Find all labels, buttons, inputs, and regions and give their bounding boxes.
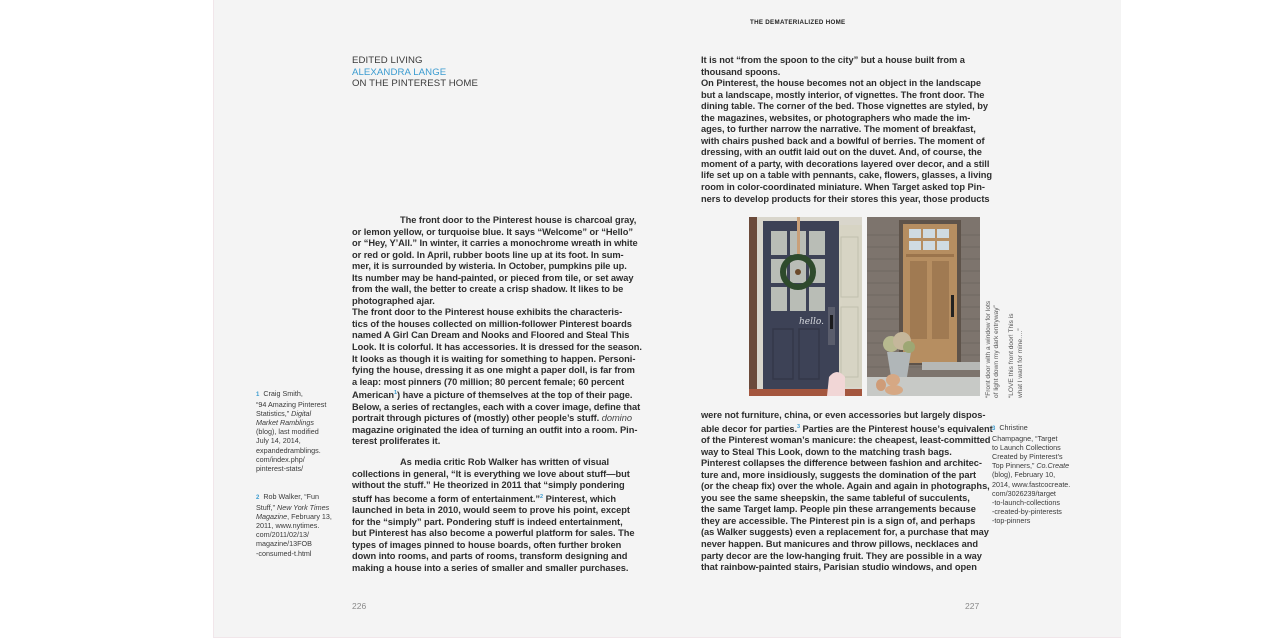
wooden-door-illustration [867, 217, 980, 396]
footnote-line [256, 446, 326, 455]
left-body-column-a [352, 215, 642, 448]
footnote-text: -to-launch-collections [992, 497, 1060, 507]
body-line: never happen. But manicures and throw pillows, necklaces and [701, 539, 979, 550]
body-line: ages, to further narrow the narrative. The moment of breakfast, [701, 124, 976, 135]
body-line: moment of a party, with decorations layered over decor, and a still [701, 158, 990, 169]
publication-title: Market Ramblings [256, 418, 314, 428]
footnote-line [256, 427, 326, 436]
body-line: (as Walker suggests) even a replacement for, a purchase that may [701, 527, 989, 538]
body-line: On Pinterest, the house becomes not an object in the landscape [701, 78, 981, 89]
body-line: Look. It is colorful. It has accessories. It is dressed for the season. [352, 342, 642, 353]
body-line: party decor are the low-hanging fruit. They are possible in a way [701, 550, 982, 561]
body-line: fying the house, dressing it as one might a paper doll, is far from [352, 365, 635, 376]
footnote-line [256, 455, 326, 464]
body-line: able decor for parties.$^3$ Parties are the Pinterest house’s equivalent [701, 423, 993, 434]
body-line: It looks as though it is waiting for something to happen. Personi- [352, 353, 636, 364]
body-line: were not furniture, china, or even accessories but largely dispos- [701, 410, 986, 420]
footnote-text: Statistics,” [256, 409, 292, 419]
body-line: launched in beta in 2010, would seem to prove his point, except [352, 505, 630, 516]
footnote-text: 2011, www.nytimes. [256, 521, 320, 531]
author-name: ALEXANDRA LANGE [352, 66, 447, 78]
photo-caption: “Front door with a window for lots of light down my dark entryway” [985, 300, 1001, 398]
running-head: THE DEMATERIALIZED HOME [750, 19, 846, 26]
footnote-line [256, 389, 326, 400]
footnote-text: pinterest-stats/ [256, 463, 304, 473]
body-line: ture and, more insidiously, suggests the domination of the part [701, 469, 977, 480]
footnote-line [992, 516, 1070, 525]
footnote-text: Stuff,” [256, 503, 278, 513]
right-body-column-a [701, 55, 992, 205]
navy-door-illustration [749, 217, 862, 396]
body-line: dressing, with an outfit laid out on the duvet. And, of course, the [701, 147, 982, 158]
footnote-number: 2 [256, 495, 260, 501]
body-line: (or the cheap fix) over the whole. Again and again in photographs, [701, 481, 990, 492]
body-line: the same Target lamp. People pin these arrangements because [701, 504, 976, 515]
body-line: tics of the houses collected on million-follower Pinterest boards [352, 318, 632, 329]
body-line: Its number may be hand-painted, or pieced from tile, or set away [352, 272, 634, 283]
photo-wooden-door [867, 217, 980, 396]
footnote-3 [992, 423, 1070, 525]
body-line: without the stuff.” He theorized in 2011 that “simply pondering [352, 480, 625, 491]
footnote-text: (blog), last modified [256, 427, 319, 437]
footnote-text: , February 13, [287, 512, 332, 522]
footnote-line [256, 503, 332, 512]
footnote-line [992, 507, 1070, 516]
footnote-number: 1 [256, 392, 260, 398]
body-line: The front door to the Pinterest house exhibits the characteris- [352, 307, 623, 318]
body-line: mer, it is surrounded by wisteria. In October, pumpkins pile up. [352, 261, 627, 272]
footnote-line [992, 461, 1070, 470]
body-line: down into rooms, and parts of rooms, transform designing and [352, 551, 628, 562]
body-line: types of images pinned to house boards, often further broken [352, 539, 622, 550]
footnote-ref-3[interactable]: 3 [796, 423, 800, 430]
body-line: It is not “from the spoon to the city” but a house built from a [701, 55, 965, 65]
footnote-text: Created by Pinterest’s [992, 452, 1063, 462]
body-line: or lemon yellow, or turquoise blue. It says “Welcome” or “Hello” [352, 226, 633, 237]
footnote-text: Top Pinners,” [992, 461, 1037, 471]
footnote-line [992, 452, 1070, 461]
page-number-right: 227 [965, 601, 980, 611]
body-line: Pinterest collapses the difference between fashion and architec- [701, 458, 982, 469]
footnote-line [256, 492, 332, 503]
page-number-left: 226 [352, 601, 367, 611]
body-line: terest proliferates it. [352, 436, 441, 447]
footnote-text: com/index.php/ [256, 454, 305, 464]
body-line: from the wall, the better to create a crisp shadow. It likes to be [352, 284, 624, 295]
footnote-line [256, 539, 332, 548]
magazine-title: domino [601, 413, 632, 424]
footnote-line [256, 521, 332, 530]
photo-navy-door [749, 217, 862, 396]
footnote-text: magazine/13FOB [256, 539, 312, 549]
body-line: you see the same sheepskin, the same tableful of succulents, [701, 492, 970, 503]
body-line: As media critic Rob Walker has written of visual [400, 457, 610, 467]
body-line: of the Pinterest woman’s manicure: the cheapest, least-committed [701, 435, 991, 446]
body-line: but Pinterest has also become a powerful platform for sales. The [352, 528, 635, 539]
footnote-line [256, 549, 332, 558]
footnote-number: 3 [992, 426, 996, 432]
body-line: the magazines, websites, or photographers who made the im- [701, 112, 971, 123]
body-line: way to Steal This Look, down to the matching trash bags. [701, 446, 952, 457]
footnote-text: expandedramblings. [256, 445, 321, 455]
publication-title: Magazine [256, 512, 288, 522]
footnote-text: 2014, www.fastcocreate. [992, 479, 1071, 489]
footnote-2 [256, 492, 332, 558]
publication-title: New York Times [277, 503, 330, 513]
footnote-text: to Launch Collections [992, 443, 1061, 453]
body-line: but a landscape, mostly interior, of vignettes. The front door. The [701, 89, 985, 100]
body-line: Below, a series of rectangles, each with a cover image, define that [352, 401, 641, 412]
footnote-1 [256, 389, 326, 473]
footnote-line [992, 470, 1070, 479]
footnote-line [992, 489, 1070, 498]
footnote-line [256, 512, 332, 521]
footnote-line [256, 464, 326, 473]
body-line: named A Girl Can Dream and Nooks and Floored and Steal This [352, 330, 630, 341]
footnote-text: Rob Walker, “Fun [263, 492, 319, 501]
footnote-line [256, 436, 326, 445]
footnote-text: Champagne, “Target [992, 434, 1058, 444]
body-line: magazine originated the idea of turning an outfit into a room. Pin- [352, 424, 638, 435]
body-line: or “Hey, Y’All.” In winter, it carries a monochrome wreath in white [352, 238, 638, 249]
svg-text:hello.: hello. [799, 317, 825, 327]
body-line: collections in general, “It is everything we love about stuff—but [352, 468, 630, 479]
footnote-text: (blog), February 10, [992, 470, 1056, 480]
body-line: dining table. The corner of the bed. Those vignettes are styled, by [701, 101, 988, 112]
footnote-text: Craig Smith, [263, 389, 303, 398]
body-line: ners to develop products for their stores this year, those products [701, 193, 990, 204]
footnote-text: -consumed-t.html [256, 548, 312, 558]
door-hello-text [799, 317, 824, 327]
right-body-column-b [701, 410, 993, 574]
body-line: or red or gold. In April, rubber boots line up at its foot. In sum- [352, 249, 624, 260]
chapter-heading [352, 55, 478, 90]
body-line: room in color-coordinated miniature. When Target asked top Pin- [701, 182, 985, 193]
body-line: American$^1$) have a picture of themselves at the top of their page. [352, 390, 633, 401]
footnote-line [992, 443, 1070, 452]
body-line: life set up on a table with pennants, cake, flowers, glasses, a living [701, 170, 992, 181]
body-line: that rainbow-painted stairs, Parisian studio windows, and open [701, 562, 977, 573]
photo-caption: “LOVE this front door! This is what I want for mine….” [1008, 313, 1024, 398]
body-line: with chairs pushed back and a bowlful of berries. The moment of [701, 135, 985, 146]
body-line: making a house into a series of smaller and smaller purchases. [352, 562, 629, 573]
body-line: for the “simply” part. Pondering stuff is indeed entertainment, [352, 516, 623, 527]
footnote-text: Christine [999, 423, 1028, 432]
body-line: The front door to the Pinterest house is charcoal gray, [400, 215, 637, 225]
body-line: they are accessible. The Pinterest pin is a sign of, and perhaps [701, 515, 976, 526]
footnote-text: com/3026239/target [992, 488, 1056, 498]
footnote-line [992, 498, 1070, 507]
footnote-line [992, 423, 1070, 434]
chapter-title: ON THE PINTEREST HOME [352, 78, 478, 90]
footnote-line [256, 418, 326, 427]
body-line: photographed ajar. [352, 295, 435, 306]
footnote-text: “94 Amazing Pinterest [256, 400, 327, 410]
footnote-ref-1[interactable]: 1 [393, 390, 397, 397]
footnote-line [992, 434, 1070, 443]
body-line: a leap: most pinners (70 million; 80 percent female; 60 percent [352, 376, 625, 387]
footnote-text: -top-pinners [992, 515, 1031, 525]
footnote-ref-2[interactable]: 2 [540, 493, 544, 500]
publication-title: Co.Create [1036, 461, 1070, 471]
footnote-text: -created-by-pinterests [992, 506, 1062, 516]
footnote-text: July 14, 2014, [256, 436, 301, 446]
left-body-column-b [352, 457, 635, 574]
body-line: portrait through pictures of (mostly) other people’s stuff. domino [352, 413, 632, 424]
footnote-line [256, 400, 326, 409]
section-title: EDITED LIVING [352, 55, 423, 66]
body-line: stuff has become a form of entertainment.”$^2$ Pinterest, which [352, 493, 617, 504]
body-line: thousand spoons. [701, 66, 781, 77]
footnote-line [992, 480, 1070, 489]
publication-title: Digital [291, 409, 312, 419]
footnote-line [256, 409, 326, 418]
footnote-line [256, 530, 332, 539]
photo-captions [985, 301, 1032, 398]
footnote-text: com/2011/02/13/ [256, 530, 310, 540]
